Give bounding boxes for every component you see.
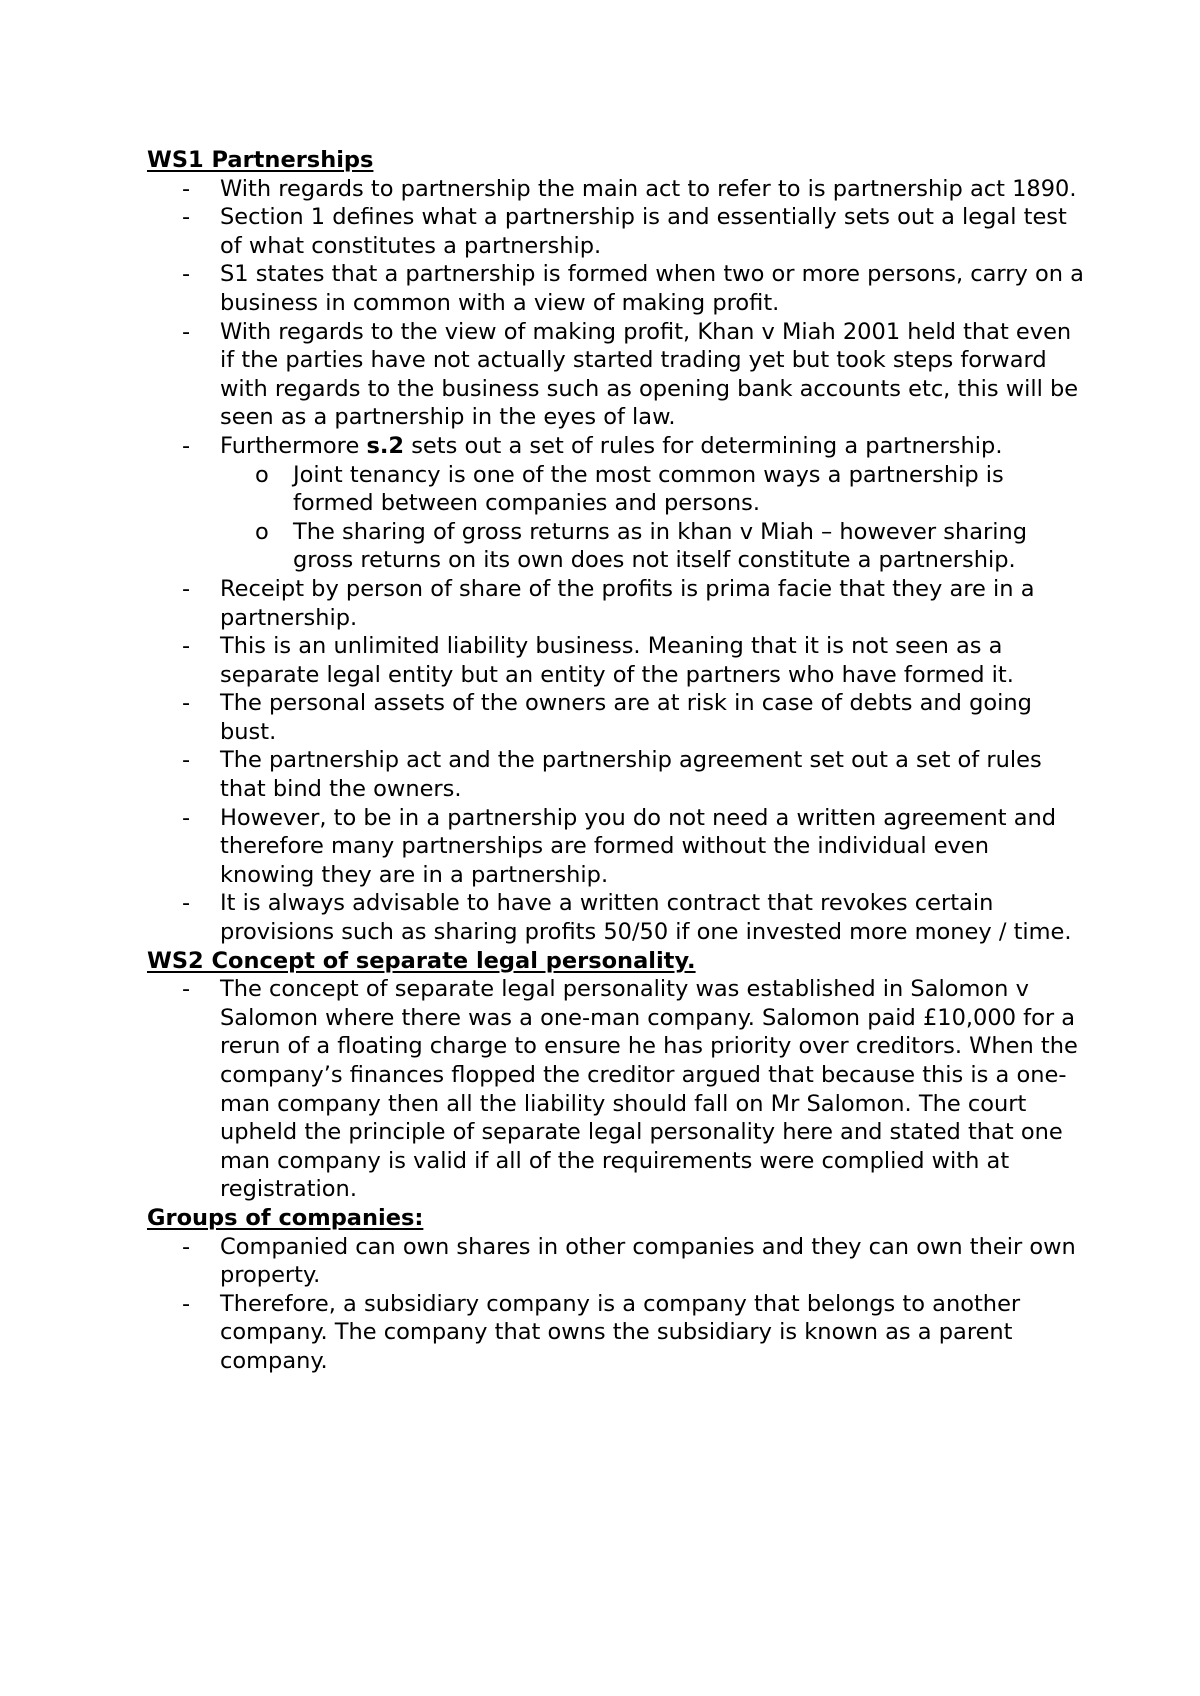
sub-bullet-list <box>220 461 1087 575</box>
list-item <box>147 260 1087 317</box>
list-item-text <box>220 433 1002 459</box>
list-item-text: With regards to the view of making profit, Khan v Miah 2001 held that even if the parties have not actually started trading yet but took steps forward with regards to the business such as opening bank accounts etc, this will be seen as a partnership in the eyes of law. <box>220 318 1079 431</box>
list-item-text: However, to be in a partnership you do not need a written agreement and therefore many partnerships are formed without the individual even knowing they are in a partnership. <box>220 804 1057 888</box>
dash-bullet: - <box>182 633 191 660</box>
circle-bullet: o <box>255 461 269 488</box>
dash-bullet: - <box>182 432 191 459</box>
sub-list-item <box>220 461 1087 518</box>
dash-bullet: - <box>182 804 191 831</box>
dash-bullet: - <box>182 318 191 345</box>
section-heading-groups: Groups of companies: <box>147 1204 424 1231</box>
dash-bullet: - <box>182 690 191 717</box>
sub-list-item <box>220 518 1087 575</box>
section-reference: s.2 <box>366 432 405 459</box>
ws1-bullet-list <box>147 175 1087 947</box>
dash-bullet: - <box>182 1290 191 1317</box>
list-item-text: Section 1 defines what a partnership is and essentially sets out a legal test of what constitutes a partnership. <box>220 204 1067 259</box>
list-item <box>147 175 1087 204</box>
dash-bullet: - <box>182 890 191 917</box>
text-run: sets out a set of rules for determining a partnership. <box>404 432 1003 459</box>
list-item-text: The partnership act and the partnership agreement set out a set of rules that bind the owners. <box>220 747 1042 803</box>
list-item <box>147 746 1087 803</box>
list-item <box>147 632 1087 689</box>
list-item <box>147 975 1087 1204</box>
list-item <box>147 318 1087 432</box>
dash-bullet: - <box>182 261 191 288</box>
ws2-bullet-list <box>147 975 1087 1204</box>
list-item-text: S1 states that a partnership is formed when two or more persons, carry on a business in common with a view of making profit. <box>220 261 1084 316</box>
dash-bullet: - <box>182 1233 191 1260</box>
list-item-text: The personal assets of the owners are at risk in case of debts and going bust. <box>220 690 1032 745</box>
dash-bullet: - <box>182 575 191 602</box>
section-heading-ws2: WS2 Concept of separate legal personality. <box>147 947 696 974</box>
list-item <box>147 889 1087 946</box>
list-item <box>147 203 1087 260</box>
circle-bullet: o <box>255 518 269 545</box>
list-item-text: This is an unlimited liability business. Meaning that it is not seen as a separate legal entity but an entity of the partners who have formed it. <box>220 633 1014 688</box>
list-item-text: It is always advisable to have a written contract that revokes certain provisions such as sharing profits 50/50 if one invested more money / time. <box>220 890 1072 946</box>
dash-bullet: - <box>182 175 191 202</box>
list-item-text: Receipt by person of share of the profits is prima facie that they are in a partnership. <box>220 575 1035 631</box>
sub-list-item-text: Joint tenancy is one of the most common ways a partnership is formed between companies and persons. <box>293 461 1004 517</box>
dash-bullet: - <box>182 747 191 774</box>
document-page <box>147 146 1087 1376</box>
list-item-text: Companied can own shares in other companies and they can own their own property. <box>220 1233 1076 1289</box>
list-item-text: With regards to partnership the main act to refer to is partnership act 1890. <box>220 175 1077 202</box>
list-item <box>147 1290 1087 1376</box>
list-item <box>147 575 1087 632</box>
list-item-text: Therefore, a subsidiary company is a company that belongs to another company. The company that owns the subsidiary is known as a parent company. <box>220 1290 1021 1374</box>
dash-bullet: - <box>182 204 191 231</box>
list-item <box>147 432 1087 575</box>
dash-bullet: - <box>182 976 191 1003</box>
text-run: Furthermore <box>220 432 367 459</box>
groups-bullet-list <box>147 1233 1087 1376</box>
sub-list-item-text: The sharing of gross returns as in khan v Miah – however sharing gross returns on its own does not itself constitute a partnership. <box>293 518 1028 574</box>
list-item-text: The concept of separate legal personality was established in Salomon v Salomon where there was a one-man company. Salomon paid £10,000 for a rerun of a floating charge to ensure he has priority over creditors. When the company’s finances flopped the creditor argued that because this is a one-man company then all the liability should fall on Mr Salomon. The court upheld the principle of separate legal personality here and stated that one man company is valid if all of the requirements were complied with at registration. <box>220 976 1078 1203</box>
list-item <box>147 689 1087 746</box>
list-item <box>147 1233 1087 1290</box>
section-heading-ws1: WS1 Partnerships <box>147 147 374 173</box>
list-item <box>147 804 1087 890</box>
